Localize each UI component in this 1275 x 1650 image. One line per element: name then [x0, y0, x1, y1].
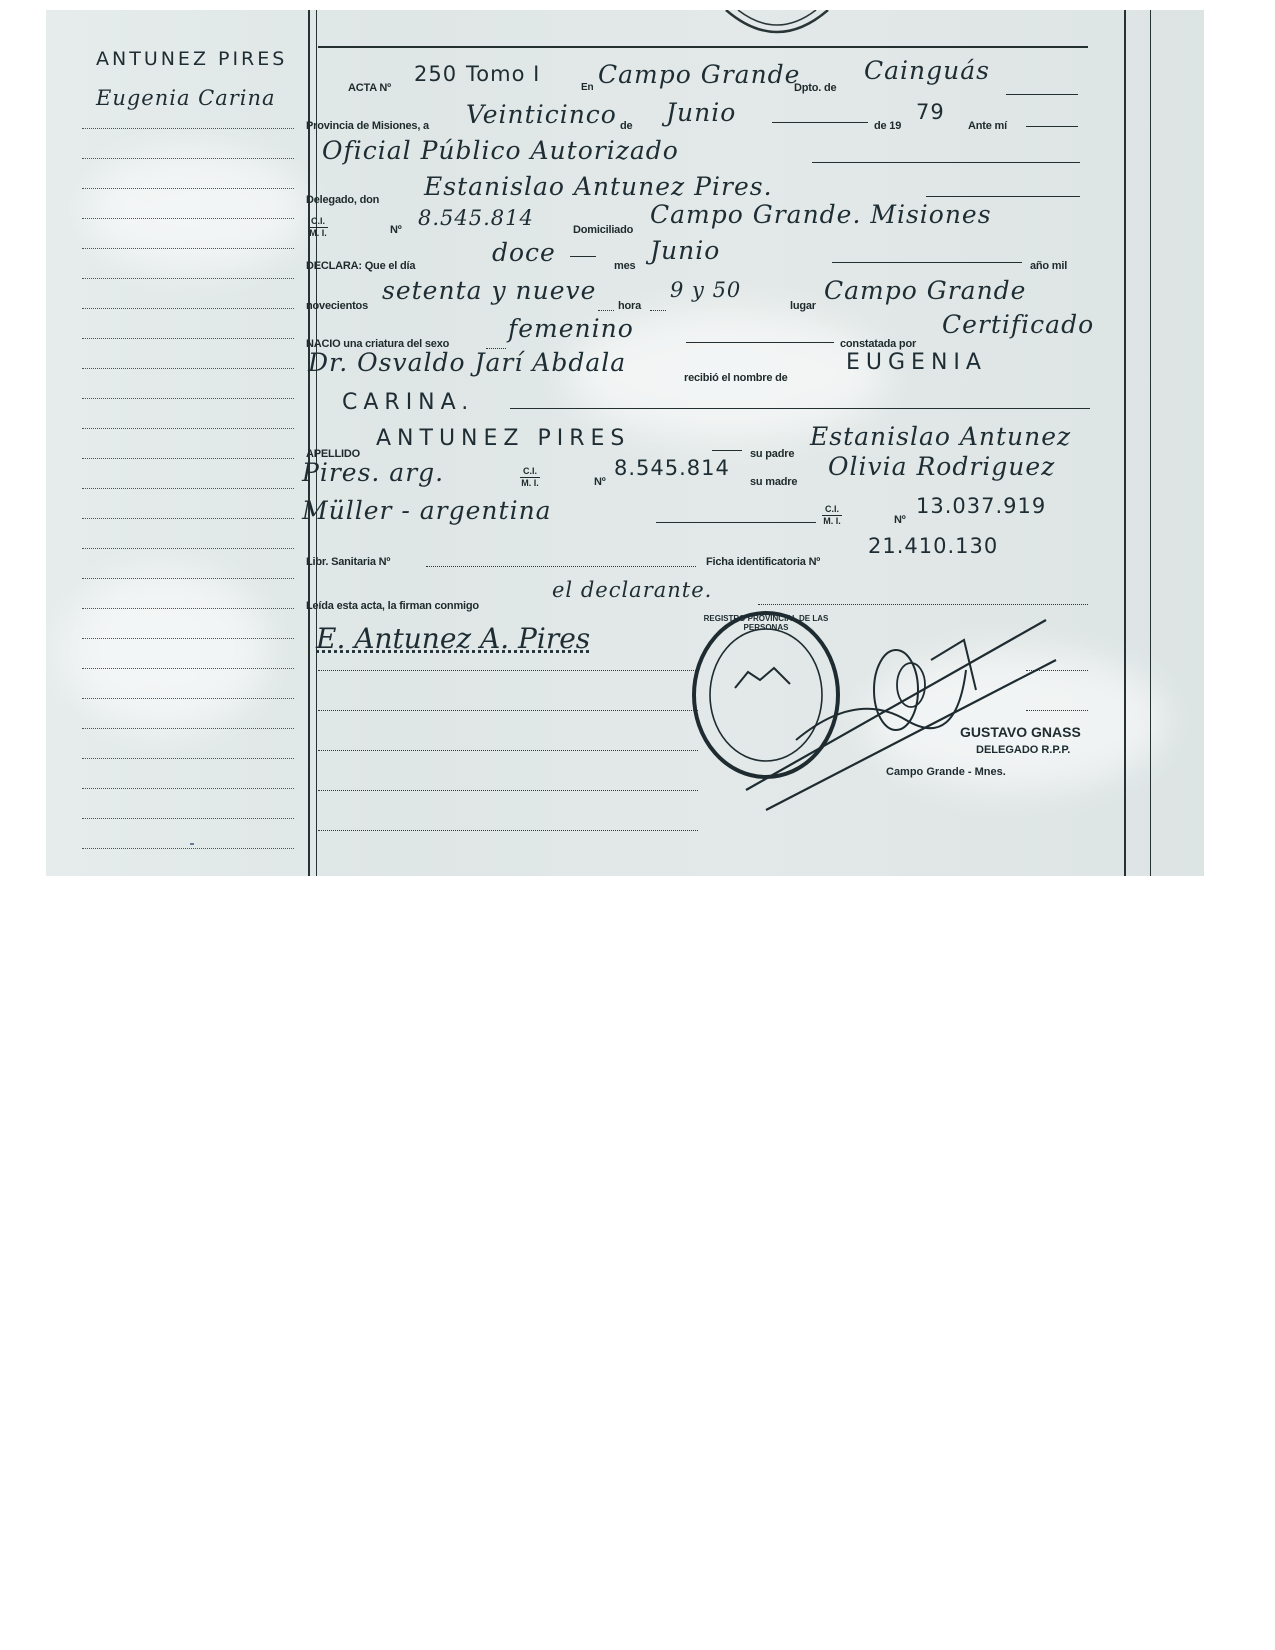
stub-line — [82, 458, 294, 459]
entry-delegado-nombre: Estanislao Antunez Pires. — [424, 172, 773, 201]
stub-line — [82, 848, 294, 849]
entry-constatada-por: Certificado — [942, 310, 1095, 339]
fill-line — [926, 196, 1080, 197]
label-ci: C.I. — [520, 466, 540, 478]
label-de-year: de 19 — [874, 120, 902, 132]
entry-localidad: Campo Grande — [598, 60, 801, 89]
officer-signature — [736, 600, 1066, 820]
declarant-signature: E. Antunez A. Pires — [316, 622, 591, 655]
label-apellido: APELLIDO — [306, 448, 361, 460]
label-provincia: Provincia de Misiones, a — [306, 120, 429, 132]
fill-line — [772, 122, 868, 123]
label-dpto: Dpto. de — [794, 82, 837, 94]
entry-lugar-nac: Campo Grande — [824, 276, 1027, 305]
fill-dots — [650, 310, 666, 311]
label-constatada: constatada por — [840, 338, 917, 350]
entry-mes-fecha: Junio — [666, 98, 737, 127]
entry-madre-2: Müller - argentina — [302, 496, 552, 525]
stub-line — [82, 248, 294, 249]
fill-dots — [318, 750, 698, 751]
fill-dots — [318, 670, 698, 671]
label-delegado: Delegado, don — [306, 194, 380, 206]
entry-madre-doc: 13.037.919 — [916, 494, 1047, 518]
entry-delegado-doc: 8.545.814 — [418, 206, 534, 230]
officer-place: Campo Grande - Mnes. — [886, 766, 1006, 778]
label-ci-mi — [520, 466, 540, 489]
entry-anio-fecha: 79 — [916, 100, 945, 124]
entry-departamento: Cainguás — [864, 56, 990, 85]
entry-mes-nac: Junio — [650, 236, 721, 265]
label-declara: DECLARA: Que el día — [306, 260, 416, 272]
label-domiciliado: Domiciliado — [573, 224, 634, 236]
form-border-left — [316, 10, 317, 876]
stub-line — [82, 668, 294, 669]
fill-line — [712, 450, 742, 451]
fill-line — [570, 256, 596, 257]
fill-line — [832, 262, 1022, 263]
entry-sexo: femenino — [508, 314, 634, 343]
form-border-outer — [1150, 10, 1151, 876]
fill-dots — [318, 710, 698, 711]
fill-dots — [318, 830, 698, 831]
scan-speck — [190, 843, 194, 845]
entry-nombre-2: CARINA. — [342, 390, 475, 415]
label-libr-sanitaria: Libr. Sanitaria Nº — [306, 556, 391, 568]
stub-line — [82, 308, 294, 309]
officer-title: DELEGADO R.P.P. — [976, 744, 1071, 756]
stub-line — [82, 578, 294, 579]
entry-nombre-1: EUGENIA — [846, 350, 987, 375]
stub-line — [82, 158, 294, 159]
label-acta: ACTA Nº — [348, 82, 391, 94]
entry-oficial: Oficial Público Autorizado — [322, 136, 679, 165]
officer-name: GUSTAVO GNASS — [960, 724, 1081, 740]
entry-medico: Dr. Osvaldo Jarí Abdala — [308, 348, 627, 377]
entry-ficha: 21.410.130 — [868, 534, 999, 558]
stub-line — [82, 788, 294, 789]
entry-dia-fecha: Veinticinco — [466, 100, 617, 129]
label-mi: M. I. — [823, 516, 841, 526]
stub-given-names: Eugenia Carina — [96, 86, 276, 110]
stub-line — [82, 758, 294, 759]
fill-line — [510, 408, 1090, 409]
label-su-padre: su padre — [750, 448, 795, 460]
stub-border — [308, 10, 310, 876]
entry-firman: el declarante. — [552, 578, 713, 602]
label-leida: Leída esta acta, la firman conmigo — [306, 600, 479, 612]
stub-line — [82, 188, 294, 189]
label-mi: M. I. — [309, 228, 327, 238]
label-recibio: recibió el nombre de — [684, 372, 788, 384]
stub-line — [82, 428, 294, 429]
stub-surname: ANTUNEZ PIRES — [96, 48, 288, 70]
entry-hora-nac: 9 y 50 — [670, 278, 742, 302]
label-numero: Nº — [894, 514, 906, 526]
stub-line — [82, 218, 294, 219]
label-mes: mes — [614, 260, 636, 272]
stub-line — [82, 398, 294, 399]
label-numero: Nº — [390, 224, 402, 236]
fill-line — [656, 522, 816, 523]
stub-line — [82, 488, 294, 489]
label-anio-mil: año mil — [1030, 260, 1068, 272]
entry-domicilio: Campo Grande. Misiones — [650, 200, 992, 229]
label-hora: hora — [618, 300, 642, 312]
form-border-right — [1124, 10, 1126, 876]
label-ci: C.I. — [308, 216, 328, 228]
stub-line — [82, 818, 294, 819]
label-ci-mi — [308, 216, 328, 239]
fill-line — [812, 162, 1080, 163]
entry-tomo: Tomo I — [466, 62, 541, 86]
stub-line — [82, 278, 294, 279]
fill-line — [1006, 94, 1078, 95]
stub-line — [82, 698, 294, 699]
fill-line — [1026, 126, 1078, 127]
label-lugar: lugar — [790, 300, 816, 312]
fill-dots — [598, 310, 614, 311]
label-de: de — [620, 120, 633, 132]
stub-line — [82, 518, 294, 519]
stub-line — [82, 368, 294, 369]
entry-dia-nac: doce — [492, 238, 556, 267]
record-stub — [46, 10, 308, 876]
label-ficha: Ficha identificatoria Nº — [706, 556, 821, 568]
stub-line — [82, 128, 294, 129]
label-ci: C.I. — [822, 504, 842, 516]
scanned-birth-certificate — [46, 10, 1204, 876]
fill-line — [686, 342, 834, 343]
label-novecientos: novecientos — [306, 300, 368, 312]
label-en: En — [581, 82, 594, 93]
entry-padre-1: Estanislao Antunez — [810, 422, 1072, 451]
stub-line — [82, 548, 294, 549]
entry-apellido: ANTUNEZ PIRES — [376, 426, 631, 451]
entry-anio-nac: setenta y nueve — [382, 276, 597, 305]
top-seal-fragment — [722, 10, 832, 44]
label-numero: Nº — [594, 476, 606, 488]
stub-line — [82, 608, 294, 609]
fill-dots — [426, 566, 696, 567]
label-nacio: NACIO una criatura del sexo — [306, 338, 450, 350]
header-rule — [318, 46, 1088, 48]
entry-padre-2: Pires. arg. — [302, 458, 445, 487]
label-ante-mi: Ante mí — [968, 120, 1007, 132]
label-mi: M. I. — [521, 478, 539, 488]
label-ci-mi — [822, 504, 842, 527]
label-su-madre: su madre — [750, 476, 798, 488]
fill-dots — [318, 790, 698, 791]
entry-madre-1: Olivia Rodriguez — [828, 452, 1056, 481]
entry-acta-number: 250 — [414, 62, 458, 86]
stub-line — [82, 638, 294, 639]
stub-line — [82, 338, 294, 339]
entry-padre-doc: 8.545.814 — [614, 456, 730, 480]
seal-text: REGISTRO PROVINCIAL DE LAS PERSONAS — [703, 614, 829, 632]
stub-line — [82, 728, 294, 729]
